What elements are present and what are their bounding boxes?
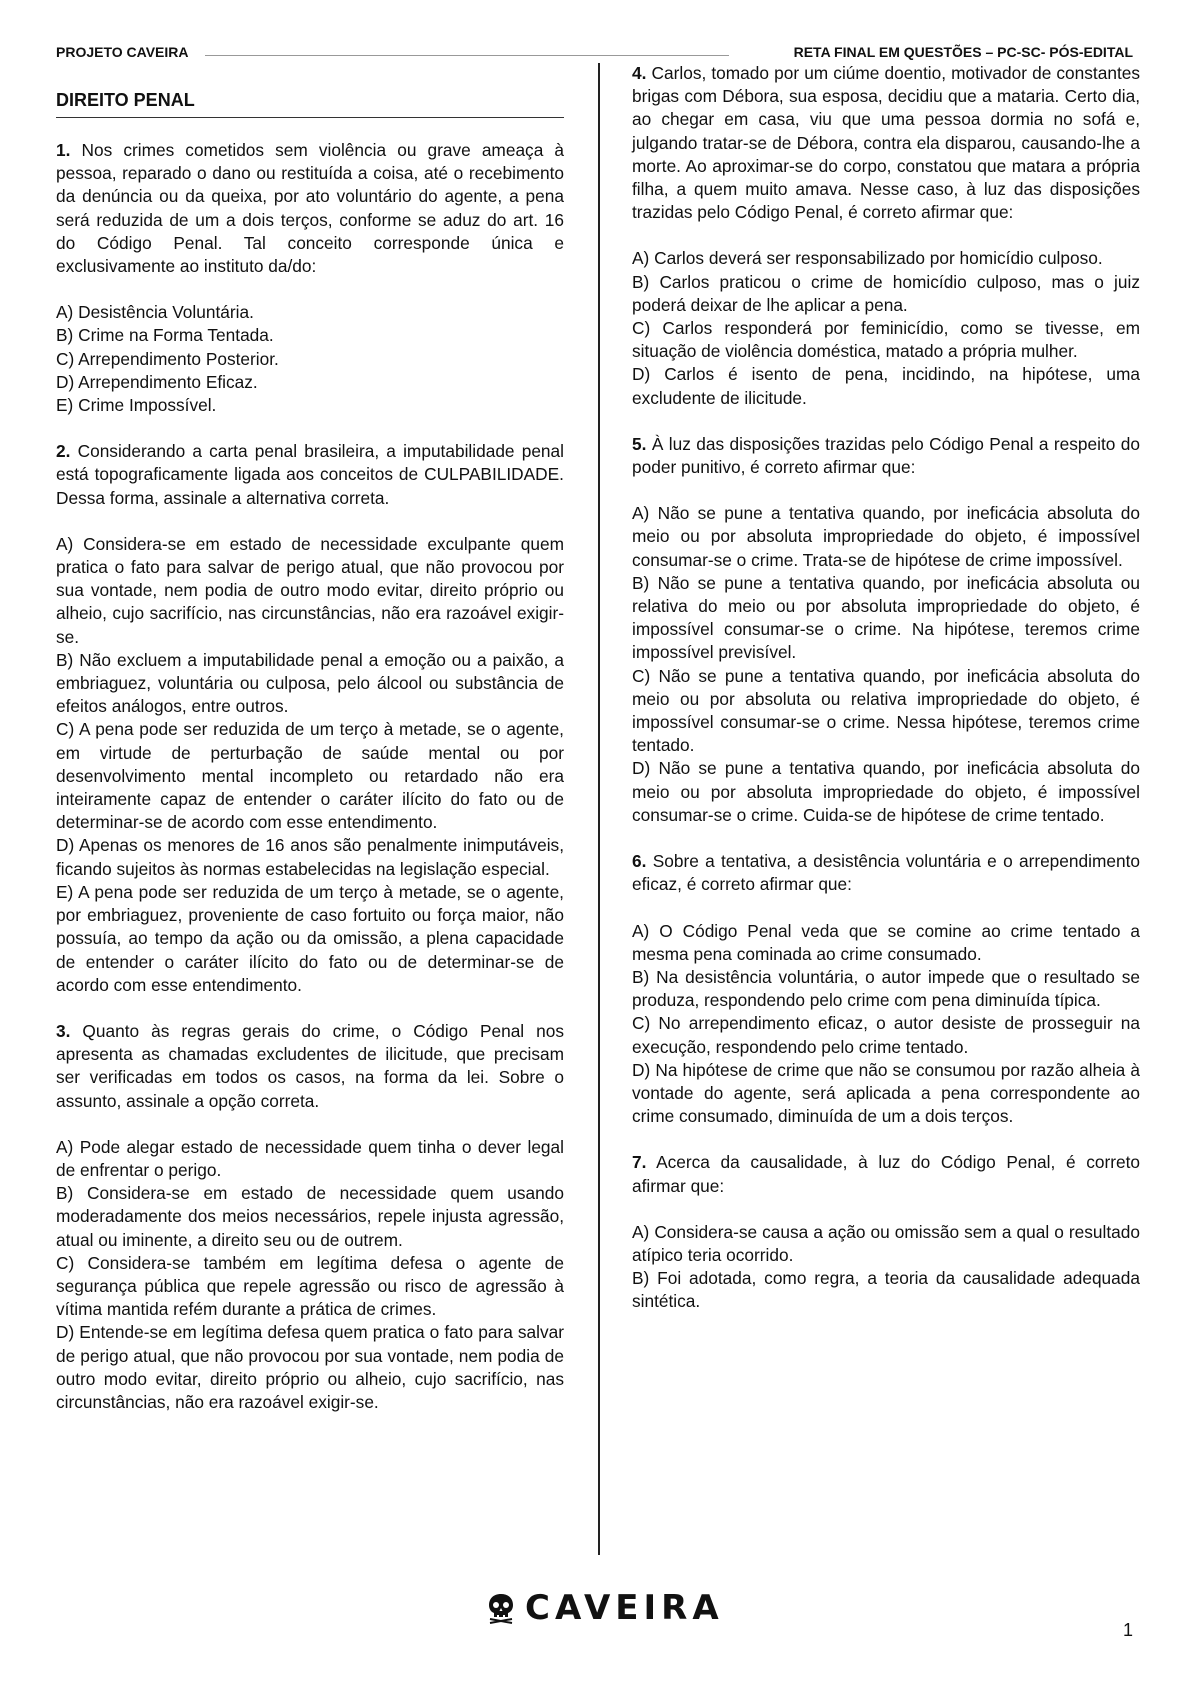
left-column bbox=[56, 139, 564, 1414]
option-a: A) Não se pune a tentativa quando, por ineficácia absoluta do meio ou por absoluta impropriedade do objeto, é impossível consumar-se o crime. Trata-se de hipótese de crime impossível. bbox=[632, 503, 1140, 570]
question-7 bbox=[632, 1151, 1140, 1197]
question-statement: Nos crimes cometidos sem violência ou grave ameaça à pessoa, reparado o dano ou restituída a coisa, até o recebimento da denúncia ou da queixa, por ato voluntário do agente, a pena será reduzida de um a dois terços, conforme se aduz do art. 16 do Código Penal. Tal conceito corresponde única e exclusivamente ao instituto da/do: bbox=[56, 140, 564, 277]
option-a: A) Considera-se em estado de necessidade exculpante quem pratica o fato para salvar de perigo atual, que não provocou por sua vontade, nem podia de outro modo evitar, direito próprio ou alheio, cujo sacrifício, nas circunstâncias, não era razoável exigir-se. bbox=[56, 533, 564, 647]
question-number: 1. bbox=[56, 140, 71, 160]
column-divider bbox=[598, 63, 600, 1555]
question-number: 6. bbox=[632, 851, 647, 872]
question-5 bbox=[632, 433, 1140, 479]
question-number: 2. bbox=[56, 441, 71, 462]
option-d: D) Apenas os menores de 16 anos são penalmente inimputáveis, ficando sujeitos às normas estabelecidas na legislação especial. bbox=[56, 835, 564, 879]
question-number: 4. bbox=[632, 63, 647, 83]
option-b: B) Foi adotada, como regra, a teoria da causalidade adequada sintética. bbox=[632, 1268, 1140, 1312]
option-d: D) Arrependimento Eficaz. bbox=[56, 371, 258, 392]
question-1 bbox=[56, 139, 564, 278]
right-column bbox=[632, 62, 1140, 1314]
option-d: D) Não se pune a tentativa quando, por ineficácia absoluta do meio ou por absoluta impropriedade do objeto, é impossível consumar-se o crime. Cuida-se de hipótese de crime tentado. bbox=[632, 758, 1140, 825]
option-e: E) Crime Impossível. bbox=[56, 395, 217, 416]
page-number: 1 bbox=[1122, 1620, 1133, 1640]
option-c: C) Não se pune a tentativa quando, por ineficácia absoluta do meio ou por absoluta ou relativa impropriedade do objeto, é impossível consumar-se o crime. Nessa hipótese, teremos crime tentado. bbox=[632, 665, 1140, 756]
option-c: C) Arrependimento Posterior. bbox=[56, 348, 279, 369]
question-statement: Considerando a carta penal brasileira, a imputabilidade penal está topograficamente ligada aos conceitos de CULPABILIDADE. Dessa forma, assinale a alternativa correta. bbox=[56, 441, 564, 508]
question-statement: Sobre a tentativa, a desistência voluntária e o arrependimento eficaz, é correto afirmar que: bbox=[632, 851, 1140, 895]
option-b: B) Não excluem a imputabilidade penal a emoção ou a paixão, a embriaguez, voluntária ou culposa, pelo álcool ou substância de efeitos análogos, entre outros. bbox=[56, 649, 564, 717]
option-b: B) Crime na Forma Tentada. bbox=[56, 325, 274, 346]
header-rule bbox=[205, 55, 729, 56]
option-c: C) Considera-se também em legítima defesa o agente de segurança pública que repele agressão ou risco de agressão à vítima mantida refém durante a prática de crimes. bbox=[56, 1252, 564, 1320]
option-a: A) Carlos deverá ser responsabilizado por homicídio culposo. bbox=[632, 248, 1103, 269]
question-statement: À luz das disposições trazidas pelo Código Penal a respeito do poder punitivo, é correto afirmar que: bbox=[632, 433, 1140, 478]
logo-text: CAVEIRA bbox=[525, 1588, 724, 1628]
footer-logo bbox=[485, 1588, 724, 1628]
option-d: D) Na hipótese de crime que não se consumou por razão alheia à vontade do agente, será aplicada a pena correspondente ao crime consumado, diminuída de um a dois terços. bbox=[632, 1059, 1140, 1127]
question-statement: Quanto às regras gerais do crime, o Código Penal nos apresenta as chamadas excludentes de ilicitude, que precisam ser verificadas em todos os casos, na forma da lei. Sobre o assunto, assinale a opção correta. bbox=[56, 1020, 564, 1111]
option-a: A) O Código Penal veda que se comine ao crime tentado a mesma pena cominada ao crime consumado. bbox=[632, 920, 1140, 964]
option-b: B) Não se pune a tentativa quando, por ineficácia absoluta ou relativa do meio ou por absoluta impropriedade do objeto, é impossível consumar-se o crime. Na hipótese, teremos crime impossível previsível. bbox=[632, 572, 1140, 663]
section-rule bbox=[56, 117, 564, 118]
question-4 bbox=[632, 62, 1140, 224]
section-title: DIREITO PENAL bbox=[56, 90, 195, 110]
option-a: A) Desistência Voluntária. bbox=[56, 302, 254, 323]
option-a: A) Pode alegar estado de necessidade quem tinha o dever legal de enfrentar o perigo. bbox=[56, 1136, 564, 1180]
header-right: RETA FINAL EM QUESTÕES – PC-SC- PÓS-EDITAL bbox=[793, 44, 1133, 60]
option-b: B) Na desistência voluntária, o autor impede que o resultado se produza, respondendo pelo crime com pena diminuída típica. bbox=[632, 966, 1140, 1011]
skull-icon bbox=[485, 1592, 517, 1624]
question-number: 7. bbox=[632, 1152, 647, 1173]
question-2 bbox=[56, 440, 564, 510]
option-d: D) Entende-se em legítima defesa quem pratica o fato para salvar de perigo atual, que não provocou por sua vontade, nem podia de outro modo evitar, direito próprio ou alheio, cujo sacrifício, nas circunstâncias, não era razoável exigir-se. bbox=[56, 1322, 564, 1412]
question-statement: Acerca da causalidade, à luz do Código Penal, é correto afirmar que: bbox=[632, 1152, 1140, 1196]
option-a: A) Considera-se causa a ação ou omissão sem a qual o resultado atípico teria ocorrido. bbox=[632, 1221, 1140, 1265]
question-number: 3. bbox=[56, 1020, 71, 1041]
question-statement: Carlos, tomado por um ciúme doentio, motivador de constantes brigas com Débora, sua esposa, decidiu que a mataria. Certo dia, ao chegar em casa, viu que uma pessoa dormia no sofá e, julgando tratar-se de Débora, contra ela disparou, causando-lhe a morte. Ao aproximar-se do corpo, constatou que matara a própria filha, a quem muito amava. Nesse caso, à luz das disposições trazidas pelo Código Penal, é correto afirmar que: bbox=[632, 63, 1140, 223]
option-c: C) Carlos responderá por feminicídio, como se tivesse, em situação de violência doméstica, matado a própria mulher. bbox=[632, 318, 1140, 362]
option-e: E) A pena pode ser reduzida de um terço à metade, se o agente, por embriaguez, proveniente de caso fortuito ou força maior, não possuía, ao tempo da ação ou da omissão, a plena capacidade de entender o caráter ilícito do fato ou de determinar-se de acordo com esse entendimento. bbox=[56, 881, 564, 995]
question-3 bbox=[56, 1020, 564, 1113]
option-b: B) Considera-se em estado de necessidade quem usando moderadamente dos meios necessários, repele injusta agressão, atual ou iminente, a direito seu ou de outrem. bbox=[56, 1183, 564, 1250]
option-c: C) No arrependimento eficaz, o autor desiste de prosseguir na execução, respondendo pelo crime tentado. bbox=[632, 1013, 1140, 1057]
option-b: B) Carlos praticou o crime de homicídio culposo, mas o juiz poderá deixar de lhe aplicar a pena. bbox=[632, 271, 1140, 315]
option-d: D) Carlos é isento de pena, incidindo, na hipótese, uma excludente de ilicitude. bbox=[632, 364, 1140, 408]
question-6 bbox=[632, 850, 1140, 896]
header-left: PROJETO CAVEIRA bbox=[56, 44, 189, 60]
option-c: C) A pena pode ser reduzida de um terço à metade, se o agente, em virtude de perturbação de saúde mental ou por desenvolvimento mental incompleto ou retardado não era inteiramente capaz de entender o caráter ilícito do fato ou de determinar-se de acordo com esse entendimento. bbox=[56, 719, 564, 833]
question-number: 5. bbox=[632, 433, 647, 454]
